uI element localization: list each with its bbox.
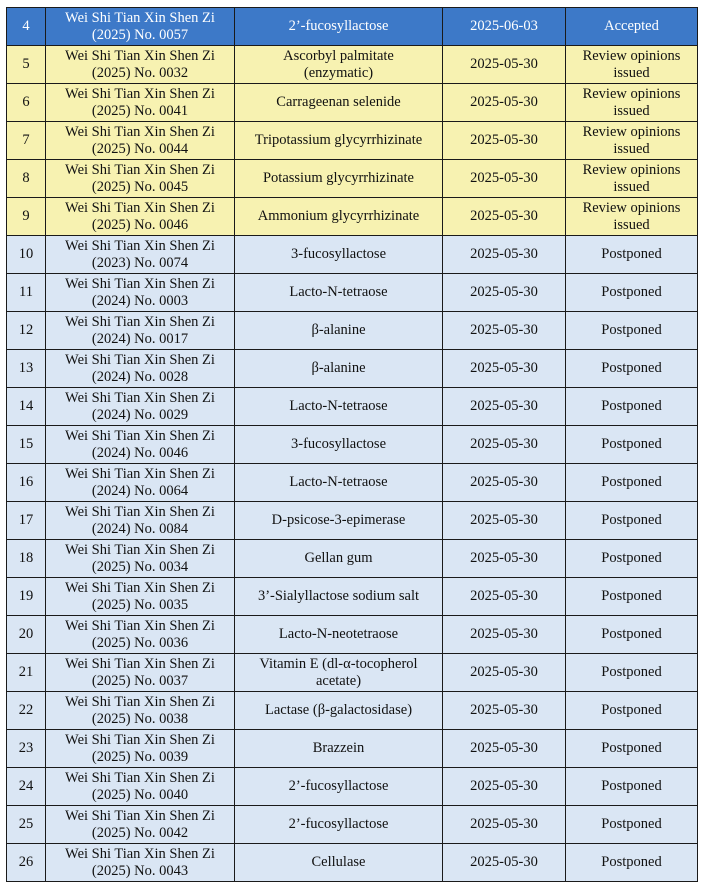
serial-number: 12: [18, 322, 34, 338]
date-cell: [443, 426, 566, 464]
table-row: [7, 8, 698, 46]
table-row: [7, 578, 698, 616]
date-value: 2025-05-30: [470, 208, 538, 224]
application-number-line-2: (2025) No. 0035: [91, 596, 189, 613]
table-row: [7, 616, 698, 654]
date-cell: [443, 578, 566, 616]
serial-number: 4: [22, 18, 30, 34]
date-value: 2025-05-30: [470, 512, 538, 528]
substance-name-cell: [235, 502, 443, 540]
application-number-line-1: Wei Shi Tian Xin Shen Zi: [65, 313, 215, 330]
application-number-line-1: Wei Shi Tian Xin Shen Zi: [65, 617, 215, 634]
status-line-1: Postponed: [601, 474, 662, 490]
status-line-1: Postponed: [601, 284, 662, 300]
table-row: [7, 692, 698, 730]
table-row: [7, 236, 698, 274]
application-number-cell: [46, 236, 235, 274]
serial-number-cell: [7, 692, 46, 730]
substance-name-cell: [235, 236, 443, 274]
serial-number: 15: [18, 436, 34, 452]
application-number-line-1: Wei Shi Tian Xin Shen Zi: [65, 47, 215, 64]
application-number-cell: [46, 654, 235, 692]
substance-name-cell: [235, 426, 443, 464]
status-cell: [566, 388, 698, 426]
date-value: 2025-05-30: [470, 664, 538, 680]
status-cell: [566, 46, 698, 84]
table-row: [7, 84, 698, 122]
application-number-cell: [46, 502, 235, 540]
application-number-cell: [46, 806, 235, 844]
application-number-line-2: (2025) No. 0040: [91, 786, 189, 803]
table-row: [7, 312, 698, 350]
application-number-line-2: (2025) No. 0041: [91, 102, 189, 119]
serial-number: 25: [18, 816, 34, 832]
application-number-line-1: Wei Shi Tian Xin Shen Zi: [65, 389, 215, 406]
substance-name-line-1: Lacto-N-tetraose: [289, 398, 388, 414]
date-value: 2025-05-30: [470, 740, 538, 756]
application-number-cell: [46, 84, 235, 122]
application-number-line-1: Wei Shi Tian Xin Shen Zi: [65, 541, 215, 558]
serial-number-cell: [7, 616, 46, 654]
date-value: 2025-05-30: [470, 284, 538, 300]
substance-name-cell: [235, 806, 443, 844]
application-number-line-2: (2025) No. 0039: [91, 748, 189, 765]
application-number-line-1: Wei Shi Tian Xin Shen Zi: [65, 9, 215, 26]
application-number-cell: [46, 122, 235, 160]
application-number-cell: [46, 46, 235, 84]
status-line-1: Postponed: [601, 322, 662, 338]
status-cell: [566, 198, 698, 236]
application-number-line-2: (2025) No. 0037: [91, 672, 189, 689]
substance-name-line-2: acetate): [315, 672, 362, 689]
application-number-cell: [46, 8, 235, 46]
application-number-cell: [46, 692, 235, 730]
serial-number: 23: [18, 740, 34, 756]
serial-number-cell: [7, 312, 46, 350]
substance-name-line-1: Vitamin E (dl-α-tocopherol: [259, 655, 418, 672]
table-row: [7, 350, 698, 388]
serial-number-cell: [7, 388, 46, 426]
application-number-cell: [46, 350, 235, 388]
status-line-2: issued: [613, 140, 650, 157]
substance-name-cell: [235, 122, 443, 160]
status-line-2: issued: [613, 102, 650, 119]
application-number-line-2: (2023) No. 0074: [91, 254, 189, 271]
date-cell: [443, 388, 566, 426]
serial-number-cell: [7, 8, 46, 46]
serial-number: 16: [18, 474, 34, 490]
substance-name-line-1: β-alanine: [311, 360, 366, 376]
status-cell: [566, 274, 698, 312]
application-number-cell: [46, 160, 235, 198]
status-cell: [566, 8, 698, 46]
table-row: [7, 806, 698, 844]
date-value: 2025-05-30: [470, 56, 538, 72]
serial-number: 17: [18, 512, 34, 528]
application-number-cell: [46, 426, 235, 464]
application-number-cell: [46, 768, 235, 806]
application-number-cell: [46, 388, 235, 426]
application-number-line-2: (2025) No. 0032: [91, 64, 189, 81]
substance-name-line-1: D-psicose-3-epimerase: [271, 512, 406, 528]
serial-number-cell: [7, 654, 46, 692]
application-number-line-1: Wei Shi Tian Xin Shen Zi: [65, 693, 215, 710]
serial-number: 6: [22, 94, 30, 110]
serial-number: 24: [18, 778, 34, 794]
substance-name-line-1: Ascorbyl palmitate: [283, 47, 394, 64]
table-body: [7, 8, 698, 882]
status-line-1: Postponed: [601, 816, 662, 832]
serial-number: 21: [18, 664, 34, 680]
status-line-1: Postponed: [601, 664, 662, 680]
application-number-line-2: (2025) No. 0042: [91, 824, 189, 841]
serial-number-cell: [7, 46, 46, 84]
application-number-line-1: Wei Shi Tian Xin Shen Zi: [65, 85, 215, 102]
substance-name-line-1: Lactase (β-galactosidase): [264, 702, 413, 718]
date-value: 2025-05-30: [470, 170, 538, 186]
table-row: [7, 274, 698, 312]
date-value: 2025-06-03: [470, 18, 538, 34]
substance-name-line-1: Carrageenan selenide: [276, 94, 401, 110]
serial-number: 20: [18, 626, 34, 642]
application-number-cell: [46, 464, 235, 502]
serial-number: 9: [22, 208, 30, 224]
serial-number-cell: [7, 768, 46, 806]
application-number-cell: [46, 312, 235, 350]
substance-name-line-1: Cellulase: [311, 854, 366, 870]
status-cell: [566, 312, 698, 350]
serial-number-cell: [7, 198, 46, 236]
table-row: [7, 464, 698, 502]
substance-name-line-2: (enzymatic): [303, 64, 374, 81]
date-value: 2025-05-30: [470, 398, 538, 414]
serial-number: 5: [22, 56, 30, 72]
serial-number-cell: [7, 274, 46, 312]
date-value: 2025-05-30: [470, 778, 538, 794]
substance-name-cell: [235, 578, 443, 616]
application-number-cell: [46, 844, 235, 882]
serial-number: 7: [22, 132, 30, 148]
date-cell: [443, 806, 566, 844]
substance-name-cell: [235, 616, 443, 654]
status-line-1: Postponed: [601, 550, 662, 566]
date-cell: [443, 312, 566, 350]
substance-name-cell: [235, 768, 443, 806]
application-number-line-2: (2024) No. 0017: [91, 330, 189, 347]
application-number-line-2: (2025) No. 0045: [91, 178, 189, 195]
serial-number-cell: [7, 540, 46, 578]
substance-name-line-1: 2’-fucosyllactose: [288, 778, 389, 794]
status-cell: [566, 502, 698, 540]
serial-number: 18: [18, 550, 34, 566]
date-value: 2025-05-30: [470, 854, 538, 870]
application-number-cell: [46, 540, 235, 578]
table-row: [7, 122, 698, 160]
serial-number: 22: [18, 702, 34, 718]
serial-number: 26: [18, 854, 34, 870]
date-value: 2025-05-30: [470, 94, 538, 110]
substance-name-line-1: 3’-Sialyllactose sodium salt: [257, 588, 420, 604]
serial-number-cell: [7, 730, 46, 768]
application-number-line-1: Wei Shi Tian Xin Shen Zi: [65, 427, 215, 444]
status-cell: [566, 844, 698, 882]
date-cell: [443, 844, 566, 882]
status-line-1: Postponed: [601, 398, 662, 414]
substance-name-cell: [235, 654, 443, 692]
application-number-line-1: Wei Shi Tian Xin Shen Zi: [65, 275, 215, 292]
application-number-line-2: (2025) No. 0038: [91, 710, 189, 727]
date-cell: [443, 540, 566, 578]
application-number-line-1: Wei Shi Tian Xin Shen Zi: [65, 845, 215, 862]
application-number-cell: [46, 730, 235, 768]
application-number-line-2: (2025) No. 0036: [91, 634, 189, 651]
date-cell: [443, 350, 566, 388]
substance-name-cell: [235, 730, 443, 768]
status-cell: [566, 350, 698, 388]
date-cell: [443, 236, 566, 274]
date-cell: [443, 502, 566, 540]
application-number-line-2: (2024) No. 0003: [91, 292, 189, 309]
substance-name-line-1: 3-fucosyllactose: [290, 436, 387, 452]
substance-name-cell: [235, 350, 443, 388]
application-number-line-2: (2025) No. 0034: [91, 558, 189, 575]
serial-number-cell: [7, 84, 46, 122]
serial-number-cell: [7, 160, 46, 198]
application-number-line-2: (2024) No. 0064: [91, 482, 189, 499]
serial-number: 19: [18, 588, 34, 604]
application-number-line-1: Wei Shi Tian Xin Shen Zi: [65, 731, 215, 748]
status-cell: [566, 122, 698, 160]
serial-number: 8: [22, 170, 30, 186]
status-line-1: Review opinions: [582, 123, 681, 140]
serial-number-cell: [7, 236, 46, 274]
serial-number-cell: [7, 502, 46, 540]
application-number-line-1: Wei Shi Tian Xin Shen Zi: [65, 351, 215, 368]
application-number-line-1: Wei Shi Tian Xin Shen Zi: [65, 807, 215, 824]
serial-number-cell: [7, 426, 46, 464]
status-cell: [566, 692, 698, 730]
status-cell: [566, 654, 698, 692]
serial-number: 11: [19, 284, 33, 300]
status-cell: [566, 730, 698, 768]
substance-name-line-1: Ammonium glycyrrhizinate: [257, 208, 420, 224]
table-row: [7, 540, 698, 578]
table-row: [7, 768, 698, 806]
status-cell: [566, 84, 698, 122]
application-number-line-1: Wei Shi Tian Xin Shen Zi: [65, 655, 215, 672]
serial-number: 10: [18, 246, 34, 262]
status-line-1: Postponed: [601, 854, 662, 870]
table-row: [7, 502, 698, 540]
application-number-line-1: Wei Shi Tian Xin Shen Zi: [65, 465, 215, 482]
substance-name-cell: [235, 8, 443, 46]
status-cell: [566, 160, 698, 198]
substance-name-line-1: Gellan gum: [304, 550, 373, 566]
substance-name-line-1: Lacto-N-tetraose: [289, 474, 388, 490]
table-row: [7, 426, 698, 464]
date-value: 2025-05-30: [470, 816, 538, 832]
status-line-1: Review opinions: [582, 47, 681, 64]
serial-number-cell: [7, 122, 46, 160]
status-line-2: issued: [613, 64, 650, 81]
status-line-1: Postponed: [601, 588, 662, 604]
substance-name-cell: [235, 844, 443, 882]
substance-name-cell: [235, 312, 443, 350]
application-number-cell: [46, 198, 235, 236]
date-value: 2025-05-30: [470, 702, 538, 718]
date-cell: [443, 198, 566, 236]
date-cell: [443, 654, 566, 692]
serial-number-cell: [7, 806, 46, 844]
serial-number-cell: [7, 844, 46, 882]
date-cell: [443, 768, 566, 806]
date-cell: [443, 274, 566, 312]
application-number-line-1: Wei Shi Tian Xin Shen Zi: [65, 199, 215, 216]
application-number-line-2: (2024) No. 0028: [91, 368, 189, 385]
date-cell: [443, 160, 566, 198]
date-value: 2025-05-30: [470, 436, 538, 452]
status-line-1: Accepted: [604, 18, 659, 34]
substance-name-line-1: β-alanine: [311, 322, 366, 338]
date-cell: [443, 464, 566, 502]
serial-number: 14: [18, 398, 34, 414]
status-cell: [566, 806, 698, 844]
status-cell: [566, 540, 698, 578]
status-line-1: Review opinions: [582, 161, 681, 178]
status-line-1: Postponed: [601, 436, 662, 452]
status-line-2: issued: [613, 216, 650, 233]
table-row: [7, 46, 698, 84]
date-cell: [443, 84, 566, 122]
status-line-1: Review opinions: [582, 85, 681, 102]
substance-name-line-1: 2’-fucosyllactose: [288, 18, 389, 34]
substance-name-cell: [235, 692, 443, 730]
status-cell: [566, 464, 698, 502]
substance-name-cell: [235, 540, 443, 578]
status-line-1: Postponed: [601, 778, 662, 794]
application-number-line-1: Wei Shi Tian Xin Shen Zi: [65, 237, 215, 254]
date-value: 2025-05-30: [470, 246, 538, 262]
table-row: [7, 388, 698, 426]
date-value: 2025-05-30: [470, 626, 538, 642]
substance-name-line-1: 2’-fucosyllactose: [288, 816, 389, 832]
status-cell: [566, 768, 698, 806]
application-number-line-1: Wei Shi Tian Xin Shen Zi: [65, 123, 215, 140]
date-value: 2025-05-30: [470, 550, 538, 566]
substance-name-line-1: Brazzein: [312, 740, 365, 756]
date-cell: [443, 692, 566, 730]
status-line-1: Postponed: [601, 626, 662, 642]
application-number-line-1: Wei Shi Tian Xin Shen Zi: [65, 579, 215, 596]
table-row: [7, 654, 698, 692]
application-number-line-2: (2024) No. 0046: [91, 444, 189, 461]
status-line-2: issued: [613, 178, 650, 195]
status-line-1: Postponed: [601, 246, 662, 262]
status-cell: [566, 578, 698, 616]
date-cell: [443, 8, 566, 46]
substance-name-line-1: Lacto-N-tetraose: [289, 284, 388, 300]
date-cell: [443, 730, 566, 768]
date-cell: [443, 122, 566, 160]
substance-name-line-1: Tripotassium glycyrrhizinate: [254, 132, 423, 148]
application-number-cell: [46, 616, 235, 654]
substance-name-cell: [235, 46, 443, 84]
substance-name-cell: [235, 388, 443, 426]
application-number-line-2: (2024) No. 0029: [91, 406, 189, 423]
application-number-cell: [46, 274, 235, 312]
substance-name-line-1: 3-fucosyllactose: [290, 246, 387, 262]
table-row: [7, 198, 698, 236]
status-cell: [566, 236, 698, 274]
substance-name-cell: [235, 274, 443, 312]
application-number-cell: [46, 578, 235, 616]
substance-name-cell: [235, 160, 443, 198]
status-line-1: Postponed: [601, 740, 662, 756]
application-number-line-2: (2024) No. 0084: [91, 520, 189, 537]
substance-name-cell: [235, 84, 443, 122]
application-number-line-1: Wei Shi Tian Xin Shen Zi: [65, 161, 215, 178]
new-food-approvals-table: [6, 7, 698, 882]
application-number-line-2: (2025) No. 0057: [91, 26, 189, 43]
status-line-1: Postponed: [601, 360, 662, 376]
substance-name-line-1: Potassium glycyrrhizinate: [262, 170, 414, 186]
substance-name-line-1: Lacto-N-neotetraose: [278, 626, 399, 642]
application-number-line-1: Wei Shi Tian Xin Shen Zi: [65, 503, 215, 520]
substance-name-cell: [235, 464, 443, 502]
status-line-1: Postponed: [601, 702, 662, 718]
application-number-line-2: (2025) No. 0046: [91, 216, 189, 233]
date-value: 2025-05-30: [470, 360, 538, 376]
date-cell: [443, 616, 566, 654]
table-row: [7, 844, 698, 882]
serial-number-cell: [7, 350, 46, 388]
table-row: [7, 730, 698, 768]
status-line-1: Review opinions: [582, 199, 681, 216]
substance-name-cell: [235, 198, 443, 236]
application-number-line-2: (2025) No. 0044: [91, 140, 189, 157]
application-number-line-2: (2025) No. 0043: [91, 862, 189, 879]
status-cell: [566, 426, 698, 464]
table-row: [7, 160, 698, 198]
serial-number: 13: [18, 360, 34, 376]
status-cell: [566, 616, 698, 654]
status-line-1: Postponed: [601, 512, 662, 528]
application-number-line-1: Wei Shi Tian Xin Shen Zi: [65, 769, 215, 786]
date-value: 2025-05-30: [470, 322, 538, 338]
date-value: 2025-05-30: [470, 132, 538, 148]
serial-number-cell: [7, 464, 46, 502]
date-cell: [443, 46, 566, 84]
date-value: 2025-05-30: [470, 588, 538, 604]
date-value: 2025-05-30: [470, 474, 538, 490]
serial-number-cell: [7, 578, 46, 616]
